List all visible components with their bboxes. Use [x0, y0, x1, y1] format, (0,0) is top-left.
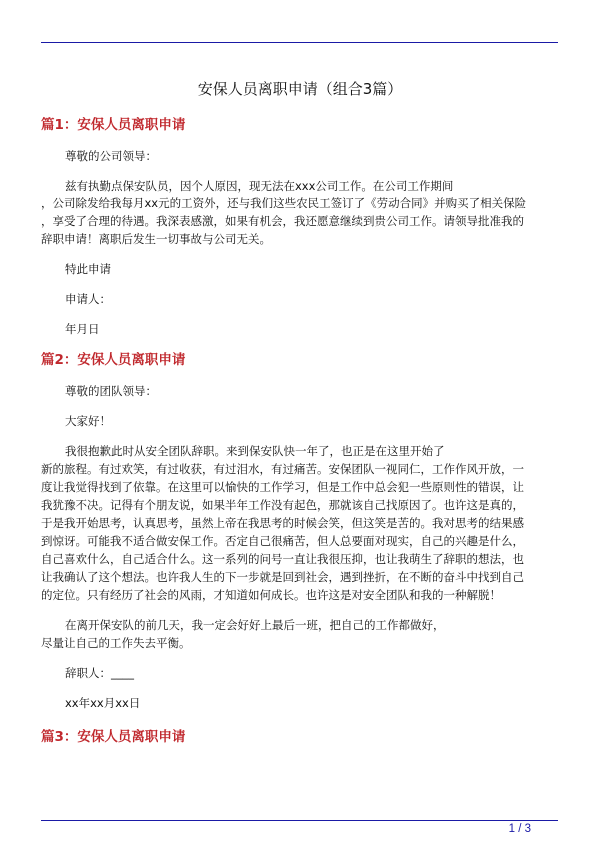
section-2-salutation: 尊敬的团队领导： — [65, 384, 157, 398]
section-2-body-line: 到惊讶。可能我不适合做安保工作。否定自己很痛苦，但人总要面对现实，自己的兴趣是什么， — [41, 534, 524, 548]
section-1-applicant: 申请人： — [65, 292, 111, 306]
section-2-greeting: 大家好！ — [65, 414, 111, 428]
section-2-body2-line: 尽量让自己的工作失去平衡。 — [41, 636, 191, 650]
section-2-body-line: 让我确认了这个想法。也许我人生的下一步就是回到社会，遇到挫折，在不断的奋斗中找到自己 — [41, 570, 524, 584]
section-1-body-line: ，公司除发给我每月xx元的工资外，还与我们这些农民工签订了《劳动合同》并购买了相关保险 — [41, 196, 527, 210]
section-2-body-line: 的定位。只有经历了社会的风雨，才知道如何成长。也许这是对安全团队和我的一种解脱！ — [41, 588, 501, 602]
section-1-body-line: 辞职申请！离职后发生一切事故与公司无关。 — [41, 232, 271, 246]
section-1-body-line: 兹有执勤点保安队员，因个人原因，现无法在xxx公司工作。在公司工作期间 — [65, 179, 454, 193]
section-1-heading: 篇1：安保人员离职申请 — [41, 117, 186, 133]
section-1-closing: 特此申请 — [65, 262, 111, 276]
footer-rule — [41, 820, 558, 821]
page-number: 1 / 3 — [508, 823, 531, 835]
section-2-body-line: 度让我觉得找到了依靠。在这里可以愉快的工作学习，但是工作中总会犯一些原则性的错误，让 — [41, 480, 524, 494]
section-1-body-line: ，享受了合理的待遇。我深表感激，如果有机会，我还愿意继续到贵公司工作。请领导批准我的 — [41, 214, 524, 228]
section-2-body-line: 我犹豫不决。记得有个朋友说，如果半年工作没有起色，那就该自己找原因了。也许这是真的， — [41, 498, 524, 512]
section-2-body2-line: 在离开保安队的前几天，我一定会好好上最后一班，把自己的工作都做好， — [65, 618, 445, 632]
header-rule — [41, 42, 558, 43]
section-1-salutation: 尊敬的公司领导： — [65, 149, 157, 163]
section-2-heading: 篇2：安保人员离职申请 — [41, 352, 186, 368]
section-1-date: 年月日 — [65, 322, 100, 336]
section-2-body-line: 自己喜欢什么，自己适合什么。这一系列的问号一直让我很压抑，也让我萌生了辞职的想法，也 — [41, 552, 524, 566]
section-2-signer: 辞职人：____ — [65, 666, 134, 680]
section-2-body-line: 我很抱歉此时从安全团队辞职。来到保安队快一年了，也正是在这里开始了 — [65, 444, 445, 458]
section-3-heading: 篇3：安保人员离职申请 — [41, 729, 186, 745]
section-2-date: xx年xx月xx日 — [65, 696, 141, 710]
section-2-body-line: 新的旅程。有过欢笑，有过收获，有过泪水，有过痛苦。安保团队一视同仁，工作作风开放，一 — [41, 462, 524, 476]
section-2-body-line: 于是我开始思考，认真思考，虽然上帝在我思考的时候会笑，但这笑是苦的。我对思考的结果感 — [41, 516, 524, 530]
document-title: 安保人员离职申请（组合3篇） — [197, 80, 403, 98]
